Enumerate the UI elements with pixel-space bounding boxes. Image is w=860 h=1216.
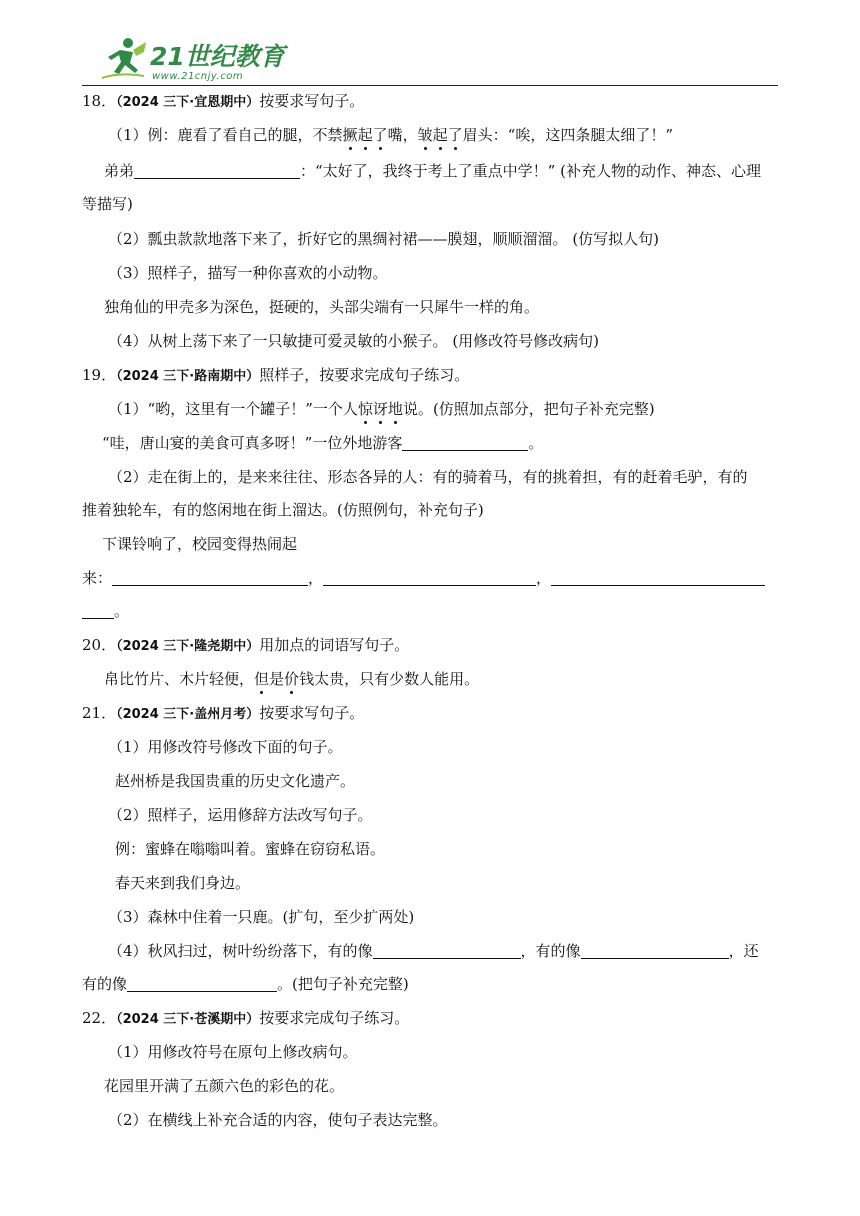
logo-url: www.21cnjy.com [152,71,244,82]
q19-part1-answer: “哇，唐山宴的美食可真多呀！”一位外地游客 。 [102,434,544,452]
question-source: （2024 三下·盖州月考） [116,707,260,722]
answer-blank[interactable] [323,569,536,586]
answer-blank[interactable] [373,942,521,959]
q21-part2-sentence: 春天来到我们身边。 [115,874,251,892]
header-divider [82,85,778,86]
question-source: （2024 三下·路南期中） [116,369,260,384]
q18-part1-note: 等描写) [82,195,133,213]
answer-blank[interactable] [581,942,729,959]
q21-part4-cont: 有的像 。(把句子补充完整) [82,975,409,993]
q22-part1-sentence: 花园里开满了五颜六色的彩色的花。 [104,1077,345,1095]
q18-part3-example: 独角仙的甲壳多为深色，挺硬的，头部尖端有一只犀牛一样的角。 [104,298,540,316]
q18-part3: （3）照样子，描写一种你喜欢的小动物。 [108,264,388,282]
question-22-heading: 22．（2024 三下·苍溪期中）按要求完成句子练习。 [82,1009,410,1027]
question-19-heading: 19．（2024 三下·路南期中）照样子，按要求完成句子练习。 [82,366,470,384]
q18-part4: （4）从树上荡下来了一只敏捷可爱灵敏的小猴子。 (用修改符号修改病句) [108,332,600,350]
running-figure-icon [100,36,148,82]
q20-sentence: 帛比竹片、木片轻便，但是价钱太贵，只有少数人能用。 [104,670,480,688]
answer-blank[interactable] [82,602,114,619]
answer-blank[interactable] [112,569,308,586]
logo-title: 21世纪教育 [150,42,285,71]
answer-blank[interactable] [551,569,765,586]
q21-part4: （4）秋风扫过，树叶纷纷落下，有的像 ，有的像 ，还 [108,942,759,960]
site-logo [100,36,285,82]
q19-part1: （1）“哟，这里有一个罐子！”一个人惊讶地说。(仿照加点部分，把句子补充完整) [108,400,655,418]
q18-part1-answer: 弟弟 ：“太好了，我终于考上了重点中学！” (补充人物的动作、神态、心理 [104,162,761,180]
question-source: （2024 三下·隆尧期中） [116,639,260,654]
question-18-heading: 18．（2024 三下·宜恩期中）按要求写句子。 [82,92,365,110]
q21-part1: （1）用修改符号修改下面的句子。 [108,738,343,756]
q19-part2-answer-end: 。 [82,600,129,622]
answer-blank[interactable] [134,162,300,179]
question-source: （2024 三下·宜恩期中） [116,95,260,110]
q19-part2-prompt: 下课铃响了，校园变得热闹起 [102,535,298,553]
q18-part1-example: （1）例：鹿看了看自己的腿，不禁撅起了嘴，皱起了眉头：“唉，这四条腿太细了！” [108,126,673,144]
q22-part1: （1）用修改符号在原句上修改病句。 [108,1043,358,1061]
question-20-heading: 20．（2024 三下·隆尧期中）用加点的词语写句子。 [82,636,410,654]
q19-part2-cont: 推着独轮车，有的悠闲地在街上溜达。(仿照例句，补充句子) [82,501,484,519]
q18-part2: （2）瓢虫款款地落下来了，折好它的黑绸衬裙——膜翅，顺顺溜溜。 (仿写拟人句) [108,230,660,248]
q21-part2-example: 例：蜜蜂在嗡嗡叫着。蜜蜂在窃窃私语。 [115,840,386,858]
q22-part2: （2）在横线上补充合适的内容，使句子表达完整。 [108,1111,448,1129]
question-source: （2024 三下·苍溪期中） [116,1012,260,1027]
q21-part2: （2）照样子，运用修辞方法改写句子。 [108,806,373,824]
answer-blank[interactable] [127,975,277,992]
answer-blank[interactable] [402,434,528,451]
q19-part2: （2）走在街上的，是来来往往、形态各异的人：有的骑着马，有的挑着担，有的赶着毛驴，有的 [108,468,748,486]
page-header [100,36,300,86]
q21-part3: （3）森林中住着一只鹿。(扩句，至少扩两处) [108,908,415,926]
q19-part2-answer: 来： ， ， [82,567,765,589]
q21-part1-sentence: 赵州桥是我国贵重的历史文化遗产。 [115,772,356,790]
question-21-heading: 21．（2024 三下·盖州月考）按要求写句子。 [82,704,365,722]
